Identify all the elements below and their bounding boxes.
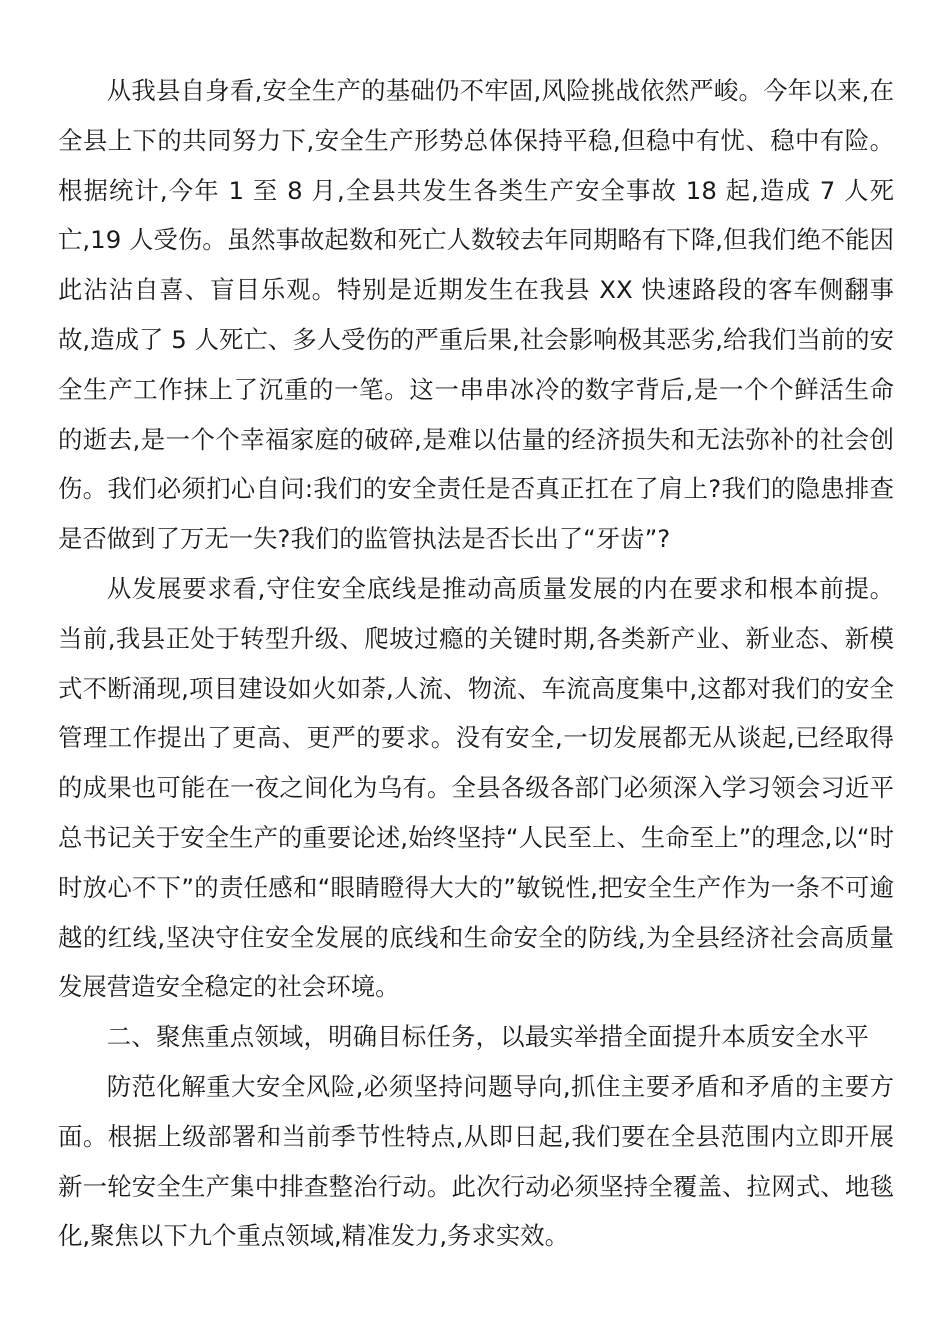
paragraph-self-assessment: 从我县自身看,安全生产的基础仍不牢固,风险挑战依然严峻。今年以来,在全县上下的共同努力下,安全生产形势总体保持平稳,但稳中有忧、稳中有险。根据统计,今年 1 至 8 月,全县共发生各类生产安全事故 18 起,造成 7 人死亡,19 人受伤。虽然事故起数和死亡人数较去年同期略有下降,但我们绝不能因此沾沾自喜、盲目乐观。特别是近期发生在我县 XX 快速路段的客车侧翻事故,造成了 5 人死亡、多人受伤的严重后果,社会影响极其恶劣,给我们当前的安全生产工作抹上了沉重的一笔。这一串串冰冷的数字背后,是一个个鲜活生命的逝去,是一个个幸福家庭的破碎,是难以估量的经济损失和无法弥补的社会创伤。我们必须扪心自问:我们的安全责任是否真正扛在了肩上?我们的隐患排查是否做到了万无一失?我们的监管执法是否长出了“牙齿”? [58, 76, 894, 554]
paragraph-risk-prevention: 防范化解重大安全风险,必须坚持问题导向,抓住主要矛盾和矛盾的主要方面。根据上级部署和当前季节性特点,从即日起,我们要在全县范围内立即开展新一轮安全生产集中排查整治行动。此次行动必须坚持全覆盖、拉网式、地毯化,聚焦以下九个重点领域,精准发力,务求实效。 [58, 1071, 894, 1251]
paragraph-development-requirements: 从发展要求看,守住安全底线是推动高质量发展的内在要求和根本前提。当前,我县正处于转型升级、爬坡过瘾的关键时期,各类新产业、新业态、新模式不断涌现,项目建设如火如荼,人流、物流、车流高度集中,这都对我们的安全管理工作提出了更高、更严的要求。没有安全,一切发展都无从谈起,已经取得的成果也可能在一夜之间化为乌有。全县各级各部门必须深入学习领会习近平总书记关于安全生产的重要论述,始终坚持“人民至上、生命至上”的理念,以“时时放心不下”的责任感和“眼睛瞪得大大的”敏锐性,把安全生产作为一条不可逾越的红线,坚决守住安全发展的底线和生命安全的防线,为全县经济社会高质量发展营造安全稳定的社会环境。 [58, 573, 894, 1002]
document-page [58, 66, 894, 1261]
section-heading: 二、聚焦重点领域，明确目标任务，以最实举措全面提升本质安全水平 [106, 1022, 870, 1052]
